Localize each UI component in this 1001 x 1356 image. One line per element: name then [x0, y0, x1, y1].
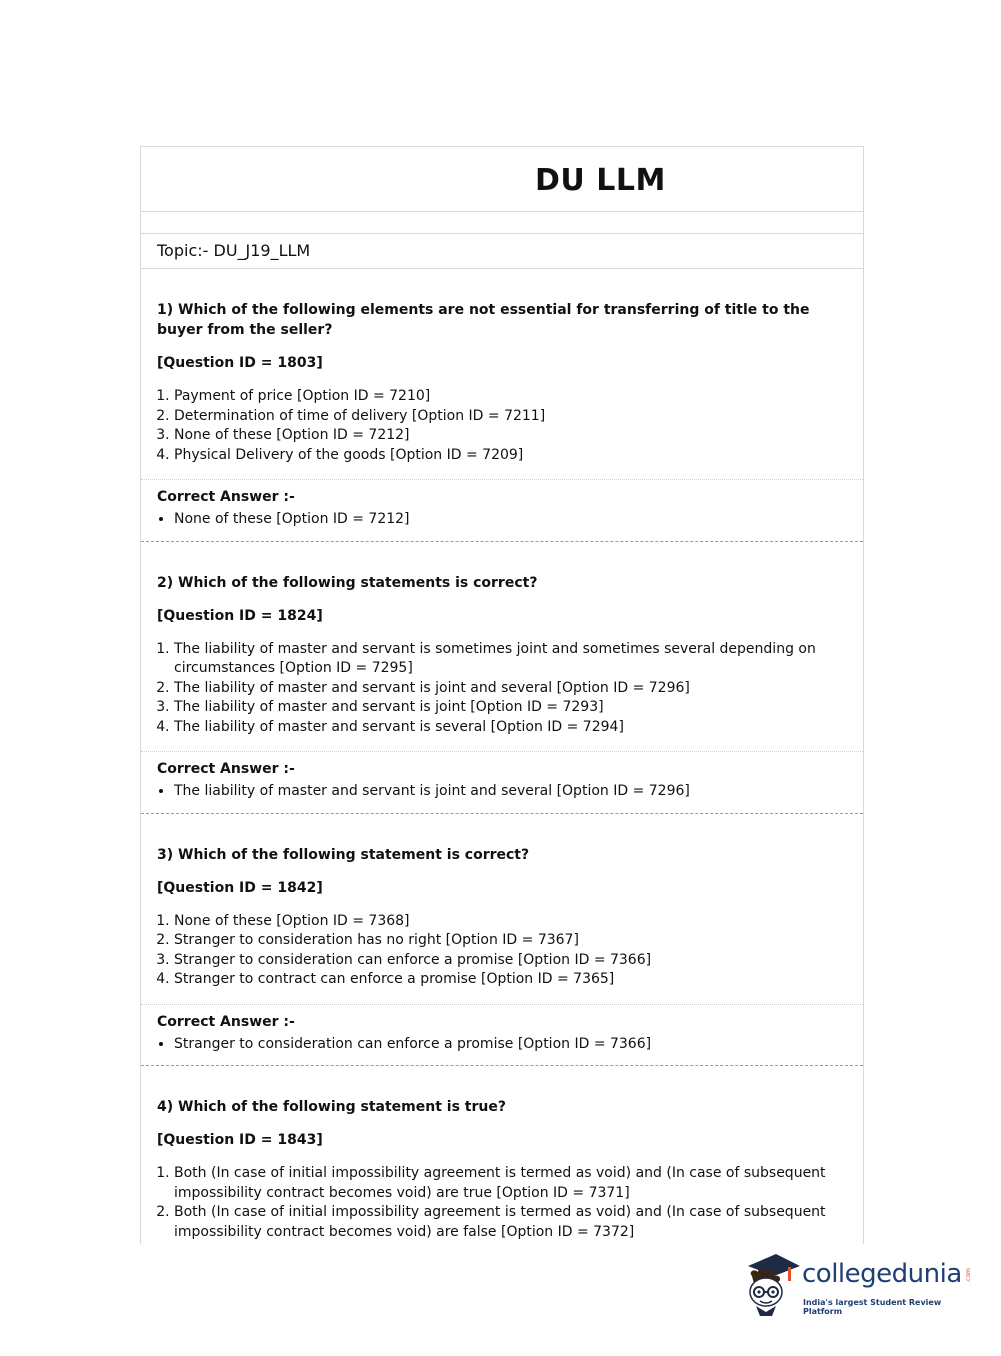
correct-answer-label: Correct Answer :-	[157, 489, 295, 505]
answer-block-3	[141, 1005, 863, 1067]
option-item: 1. Both (In case of initial impossibility agreement is termed as void) and (In case of subsequent impossibility contract becomes void) are true [Option ID = 7371]	[174, 1164, 847, 1203]
mascot-icon	[742, 1250, 804, 1320]
option-item: 2. Both (In case of initial impossibility agreement is termed as void) and (In case of subsequent impossibility contract becomes void) are false [Option ID = 7372]	[174, 1203, 847, 1242]
correct-answer: • Stranger to consideration can enforce a promise [Option ID = 7366]	[174, 1035, 847, 1055]
question-id: [Question ID = 1803]	[157, 355, 323, 371]
answer-block-2	[141, 752, 863, 814]
question-id: [Question ID = 1842]	[157, 879, 323, 896]
question-paper	[140, 146, 864, 1244]
option-item: 2. Determination of time of delivery [Option ID = 7211]	[174, 407, 847, 427]
option-list	[157, 1164, 847, 1242]
correct-answer: • The liability of master and servant is joint and several [Option ID = 7296]	[174, 782, 847, 802]
brand-tagline: India's largest Student Review Platform	[803, 1298, 942, 1316]
option-item: 3. None of these [Option ID = 7212]	[174, 426, 847, 446]
answer-block-1	[141, 480, 863, 542]
question-block-1	[141, 269, 863, 480]
question-block-2	[141, 542, 863, 753]
option-item: 1. None of these [Option ID = 7368]	[174, 912, 847, 932]
correct-answer-label: Correct Answer :-	[157, 1013, 295, 1030]
option-item: 1. The liability of master and servant is sometimes joint and sometimes several depending on circumstances [Option ID = 7295]	[174, 640, 847, 679]
option-list	[157, 387, 847, 465]
answer-list	[157, 510, 847, 530]
answer-list	[157, 1035, 847, 1055]
option-item: 4. Stranger to contract can enforce a promise [Option ID = 7365]	[174, 970, 847, 990]
correct-answer: • None of these [Option ID = 7212]	[174, 510, 847, 530]
question-text: 4) Which of the following statement is true?	[157, 1099, 506, 1115]
option-item: 4. Physical Delivery of the goods [Option ID = 7209]	[174, 446, 847, 466]
question-id: [Question ID = 1843]	[157, 1132, 323, 1148]
option-item: 2. Stranger to consideration has no right [Option ID = 7367]	[174, 931, 847, 951]
question-block-3	[141, 814, 863, 1005]
option-item: 4. The liability of master and servant is several [Option ID = 7294]	[174, 718, 847, 738]
spacer-row	[141, 212, 863, 234]
option-item: 2. The liability of master and servant is joint and several [Option ID = 7296]	[174, 679, 847, 699]
question-id: [Question ID = 1824]	[157, 607, 323, 624]
brand-suffix: .com	[964, 1268, 972, 1283]
collegedunia-logo	[742, 1250, 972, 1320]
question-block-4	[141, 1066, 863, 1244]
option-item: 1. Payment of price [Option ID = 7210]	[174, 387, 847, 407]
topic-label: Topic:- DU_J19_LLM	[157, 241, 311, 260]
question-text: 2) Which of the following statements is correct?	[157, 574, 538, 591]
correct-answer-label: Correct Answer :-	[157, 761, 295, 777]
option-list	[157, 640, 847, 738]
topic-row	[141, 234, 863, 269]
page-title: DU LLM	[535, 163, 666, 198]
option-list	[157, 912, 847, 990]
brand-name: collegedunia	[802, 1259, 962, 1289]
title-section	[141, 147, 863, 212]
option-item: 3. Stranger to consideration can enforce a promise [Option ID = 7366]	[174, 951, 847, 971]
question-text: 3) Which of the following statement is correct?	[157, 846, 530, 863]
question-text: 1) Which of the following elements are not essential for transferring of title to the buyer from the seller?	[157, 302, 810, 338]
answer-list	[157, 782, 847, 802]
option-item: 3. The liability of master and servant is joint [Option ID = 7293]	[174, 698, 847, 718]
